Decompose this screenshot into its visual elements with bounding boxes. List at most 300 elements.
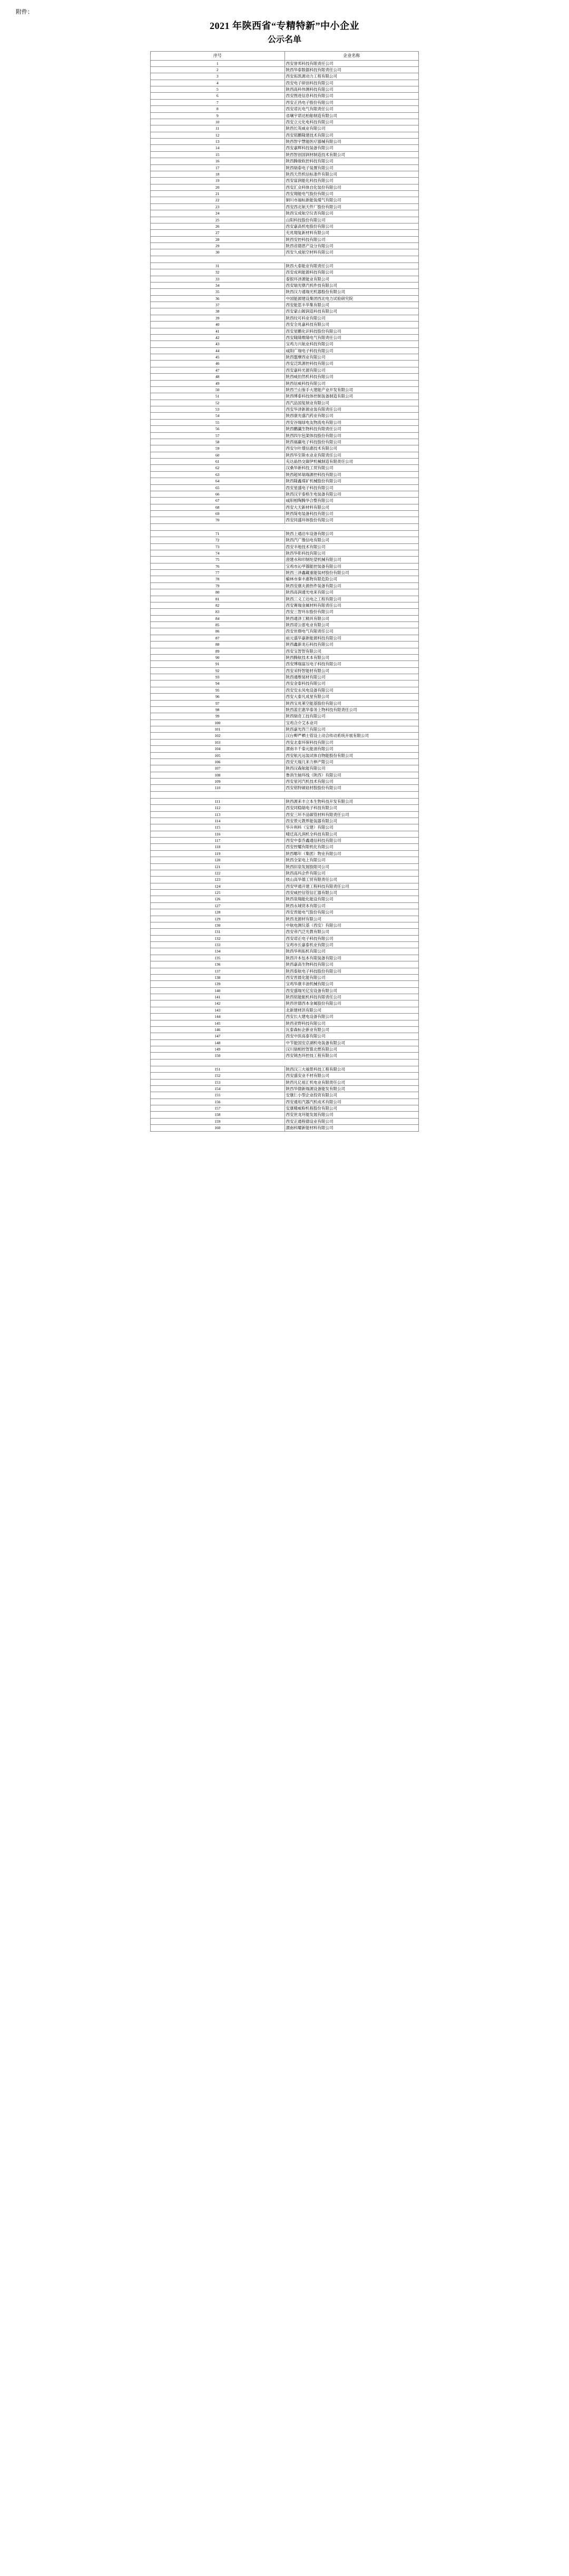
enterprise-name: 西安盛瑞光亿安设备有限公司 xyxy=(284,987,419,994)
row-index: 145 xyxy=(151,1020,285,1026)
row-index: 130 xyxy=(151,922,285,928)
row-index: 56 xyxy=(151,426,285,432)
enterprise-name: 西汽品国复制业有限公司 xyxy=(284,400,419,406)
enterprise-name: 西安锦杰环控技工程有限公司 xyxy=(284,1053,419,1059)
row-index: 40 xyxy=(151,322,285,328)
row-index: 18 xyxy=(151,171,285,177)
row-index: 86 xyxy=(151,628,285,635)
table-row xyxy=(151,1007,419,1013)
row-index: 1 xyxy=(151,60,285,66)
enterprise-name: 陕西鹏瀛生物科技有限责任公司 xyxy=(284,426,419,432)
enterprise-name: 陕西华至斯水业业有限责任公司 xyxy=(284,452,419,458)
enterprise-name: 西安蒙山镀润造科技有限公司 xyxy=(284,308,419,315)
enterprise-name: 西安景元教界能装器有限公司 xyxy=(284,818,419,824)
enterprise-name: 西安正昌电子股份有限公司 xyxy=(284,99,419,105)
row-index: 49 xyxy=(151,380,285,386)
enterprise-name: 宝鸡华康丰油机械有限公司 xyxy=(284,981,419,987)
row-index: 144 xyxy=(151,1014,285,1020)
enterprise-name: 陕西宝成航空仪表有限公司 xyxy=(284,210,419,217)
table-row xyxy=(151,570,419,576)
table-row xyxy=(151,877,419,883)
table-body xyxy=(151,60,419,1131)
enterprise-name: 陕西汉三大福景科技工程有限公司 xyxy=(284,1066,419,1072)
enterprise-name: 安康仁小型企业投资有限公司 xyxy=(284,1092,419,1099)
enterprise-name: 陕西鑫新龙石科技有限公司 xyxy=(284,641,419,648)
row-index: 8 xyxy=(151,106,285,112)
enterprise-name: 西安中医高泰有限公司 xyxy=(284,1033,419,1039)
row-index: 136 xyxy=(151,961,285,968)
table-row xyxy=(151,635,419,641)
enterprise-name: 西安世龙环能发展有限公司 xyxy=(284,1112,419,1118)
enterprise-name: 陕西兰山鉴手大建能产业开发有限公司 xyxy=(284,386,419,393)
table-row xyxy=(151,609,419,615)
table-row xyxy=(151,374,419,380)
enterprise-name: 铜川市福标新能装煤气有限公司 xyxy=(284,197,419,203)
table-row xyxy=(151,459,419,465)
row-index: 93 xyxy=(151,674,285,681)
table-row xyxy=(151,426,419,432)
enterprise-name: 西安博瑞富压电子科技有限公司 xyxy=(284,661,419,667)
enterprise-name: 陕西嘉高生物科技有限公司 xyxy=(284,961,419,968)
enterprise-name: 陕西诺公雷电业有限公司 xyxy=(284,622,419,628)
table-row xyxy=(151,726,419,733)
enterprise-name: 陕西通维装材有限公司 xyxy=(284,674,419,681)
row-index: 12 xyxy=(151,132,285,138)
table-row xyxy=(151,994,419,1000)
table-row xyxy=(151,132,419,138)
table-row xyxy=(151,942,419,948)
row-index: 121 xyxy=(151,863,285,870)
enterprise-name: 西安泛凯源控科技有限公司 xyxy=(284,361,419,367)
page-gap-cell xyxy=(151,523,419,530)
row-index: 35 xyxy=(151,289,285,295)
table-row xyxy=(151,974,419,980)
table-row xyxy=(151,824,419,831)
table-row xyxy=(151,576,419,582)
table-row xyxy=(151,752,419,759)
page-gap xyxy=(151,791,419,798)
row-index: 149 xyxy=(151,1046,285,1053)
table-row xyxy=(151,1125,419,1131)
row-index: 143 xyxy=(151,1007,285,1013)
row-index: 55 xyxy=(151,419,285,425)
enterprise-name: 西安同稳瑞电子科技有限公司 xyxy=(284,805,419,811)
enterprise-name: 陕西超昇瑞瑞源控科技有限公司 xyxy=(284,471,419,478)
table-row xyxy=(151,922,419,928)
enterprise-name: 陕西信威科技有限公司 xyxy=(284,380,419,386)
row-index: 59 xyxy=(151,445,285,452)
enterprise-name: 鲁消生轴环线（陕西）有限公司 xyxy=(284,772,419,778)
row-index: 65 xyxy=(151,484,285,491)
enterprise-name: 陕西泰航电子科技股份有限公司 xyxy=(284,968,419,974)
row-index: 135 xyxy=(151,955,285,961)
row-index: 69 xyxy=(151,511,285,517)
enterprise-name: 中航电测仪基（西安）有限公司 xyxy=(284,922,419,928)
table-row xyxy=(151,347,419,354)
table-row xyxy=(151,73,419,80)
enterprise-name: 陕西安康夫源热件装备有限公司 xyxy=(284,582,419,589)
table-row xyxy=(151,106,419,112)
enterprise-name: 西安同盛环体股份有限公司 xyxy=(284,517,419,523)
table-row xyxy=(151,386,419,393)
enterprise-name: 陕西宝兆莱空能基股份有限公司 xyxy=(284,700,419,706)
row-index: 159 xyxy=(151,1118,285,1124)
enterprise-name: 西安铭特破硅材股股份有限公司 xyxy=(284,785,419,791)
enterprise-name: 澄建水和印制纶望机械有限公司 xyxy=(284,557,419,563)
page-gap xyxy=(151,256,419,263)
enterprise-name: 陕西汽广像信电有限公司 xyxy=(284,537,419,543)
table-row xyxy=(151,184,419,190)
row-index: 74 xyxy=(151,550,285,556)
table-row xyxy=(151,582,419,589)
page-title: 2021 年陕西省“专精特新”中小企业 xyxy=(210,21,359,31)
row-index: 77 xyxy=(151,570,285,576)
table-row xyxy=(151,269,419,276)
enterprise-name: 西安中泰乔鑫通信科技有限公司 xyxy=(284,838,419,844)
row-index: 64 xyxy=(151,478,285,484)
row-index: 17 xyxy=(151,164,285,171)
row-index: 80 xyxy=(151,589,285,596)
row-index: 31 xyxy=(151,263,285,269)
row-index: 108 xyxy=(151,772,285,778)
table-row xyxy=(151,948,419,955)
table-row xyxy=(151,628,419,635)
enterprise-name: 西安尔叶璟信惠技术有限公司 xyxy=(284,445,419,452)
table-row xyxy=(151,909,419,916)
table-row xyxy=(151,263,419,269)
page-gap-cell xyxy=(151,256,419,263)
table-row xyxy=(151,478,419,484)
enterprise-name: 西安誉邦科技有限责任公司 xyxy=(284,60,419,66)
row-index: 82 xyxy=(151,602,285,608)
row-index: 105 xyxy=(151,752,285,759)
row-index: 15 xyxy=(151,151,285,158)
row-index: 52 xyxy=(151,400,285,406)
row-index: 89 xyxy=(151,648,285,654)
row-index: 62 xyxy=(151,465,285,471)
row-index: 3 xyxy=(151,73,285,80)
row-index: 57 xyxy=(151,432,285,439)
row-index: 13 xyxy=(151,139,285,145)
enterprise-name: 西安全兆嘉科技有限公司 xyxy=(284,322,419,328)
enterprise-name: 西安丰地技术有限公司 xyxy=(284,543,419,550)
row-index: 53 xyxy=(151,406,285,413)
row-index: 111 xyxy=(151,798,285,804)
table-row xyxy=(151,334,419,341)
table-row xyxy=(151,870,419,876)
enterprise-name: 宝鸡市沁甲器能控装备有限公司 xyxy=(284,563,419,569)
row-index: 129 xyxy=(151,916,285,922)
table-row xyxy=(151,504,419,510)
table-row xyxy=(151,615,419,621)
enterprise-name: 西安正通程德设业有限公司 xyxy=(284,1118,419,1124)
table-row xyxy=(151,596,419,602)
enterprise-name: 陕西汉森航能有限公司 xyxy=(284,765,419,772)
table-row xyxy=(151,929,419,935)
table-row xyxy=(151,563,419,569)
table-row xyxy=(151,406,419,413)
row-index: 112 xyxy=(151,805,285,811)
enterprise-name: 西安长大建电设备有限公司 xyxy=(284,1014,419,1020)
enterprise-name: 西安西北航天件厂股份有限公司 xyxy=(284,203,419,210)
enterprise-name: 陕西安控科技有限公司 xyxy=(284,236,419,242)
enterprise-name: 西安星河汽机技术有限公司 xyxy=(284,779,419,785)
row-index: 79 xyxy=(151,582,285,589)
table-row xyxy=(151,968,419,974)
table-row xyxy=(151,322,419,328)
table-row xyxy=(151,818,419,824)
row-index: 7 xyxy=(151,99,285,105)
table-row xyxy=(151,400,419,406)
enterprise-name: 陕西简电装备科技有限公司 xyxy=(284,511,419,517)
enterprise-name: 陕西开本包本有限装备有限公司 xyxy=(284,955,419,961)
row-index: 116 xyxy=(151,831,285,837)
enterprise-name: 宝鸡市长嘉泰机业有限公司 xyxy=(284,942,419,948)
table-row xyxy=(151,86,419,93)
row-index: 157 xyxy=(151,1105,285,1112)
row-index: 20 xyxy=(151,184,285,190)
enterprise-name: 陕西省德恩产设分有限公司 xyxy=(284,243,419,249)
table-row xyxy=(151,765,419,772)
column-header-name: 企业名称 xyxy=(284,51,419,60)
enterprise-name: 陕西凡亿祖汇机电业有限责任公司 xyxy=(284,1079,419,1085)
enterprise-name: 西安图进信息科技有限公司 xyxy=(284,93,419,99)
table-row xyxy=(151,1105,419,1112)
row-index: 14 xyxy=(151,145,285,151)
table-row xyxy=(151,733,419,739)
row-index: 43 xyxy=(151,341,285,347)
enterprise-name: 西安北泰环保科技有限公司 xyxy=(284,739,419,745)
table-row xyxy=(151,863,419,870)
table-row xyxy=(151,674,419,681)
table-row xyxy=(151,935,419,941)
page-gap xyxy=(151,523,419,530)
table-row xyxy=(151,236,419,242)
enterprise-name: 陕西铭能振机科技有限责任公司 xyxy=(284,994,419,1000)
row-index: 147 xyxy=(151,1033,285,1039)
table-row xyxy=(151,844,419,850)
table-row xyxy=(151,622,419,628)
row-index: 36 xyxy=(151,295,285,302)
enterprise-name: 陕西上通沿车设备有限公司 xyxy=(284,530,419,537)
row-index: 99 xyxy=(151,713,285,720)
enterprise-name: 枝山高华德工贸有限责任公司 xyxy=(284,877,419,883)
row-index: 48 xyxy=(151,374,285,380)
row-index: 67 xyxy=(151,498,285,504)
enterprise-name: 陕西世德西本金属股份有限公司 xyxy=(284,1000,419,1007)
row-index: 139 xyxy=(151,981,285,987)
row-index: 126 xyxy=(151,896,285,902)
row-index: 78 xyxy=(151,576,285,582)
table-row xyxy=(151,80,419,86)
enterprise-name: 陕西华利拓机有限公司 xyxy=(284,948,419,955)
table-row xyxy=(151,739,419,745)
row-index: 100 xyxy=(151,720,285,726)
row-index: 84 xyxy=(151,615,285,621)
row-index: 70 xyxy=(151,517,285,523)
table-row xyxy=(151,955,419,961)
table-row xyxy=(151,648,419,654)
table-row xyxy=(151,661,419,667)
enterprise-name: 汉桑华新科技工贸有限公司 xyxy=(284,465,419,471)
table-row xyxy=(151,831,419,837)
table-row xyxy=(151,687,419,693)
enterprise-name: 陕西瑞泰电子装置有限公司 xyxy=(284,164,419,171)
row-index: 91 xyxy=(151,661,285,667)
table-row xyxy=(151,779,419,785)
enterprise-name: 西安大天新材料有限公司 xyxy=(284,504,419,510)
row-index: 107 xyxy=(151,765,285,772)
table-row xyxy=(151,902,419,909)
row-index: 106 xyxy=(151,759,285,765)
table-row xyxy=(151,419,419,425)
table-row xyxy=(151,282,419,288)
row-index: 133 xyxy=(151,942,285,948)
row-index: 2 xyxy=(151,66,285,73)
row-index: 95 xyxy=(151,687,285,693)
row-index: 124 xyxy=(151,883,285,889)
table-row xyxy=(151,145,419,151)
page-subtitle: 公示名单 xyxy=(267,35,301,44)
enterprise-name: 西安嘉高机电股份有限公司 xyxy=(284,223,419,229)
enterprise-name: 陕西高玛企件有限公司 xyxy=(284,870,419,876)
row-index: 102 xyxy=(151,733,285,739)
table-row xyxy=(151,805,419,811)
table-row xyxy=(151,1026,419,1033)
table-row xyxy=(151,602,419,608)
table-row xyxy=(151,641,419,648)
enterprise-name: 陕西亚野科技有限公司 xyxy=(284,1020,419,1026)
row-index: 54 xyxy=(151,413,285,419)
enterprise-name: 充达晶热交碳伊机械制造有限责任公司 xyxy=(284,459,419,465)
enterprise-name: 泰银环泽源能业有限公司 xyxy=(284,276,419,282)
table-row xyxy=(151,981,419,987)
table-row xyxy=(151,393,419,400)
enterprise-name: 西安甲通开建工程科技有限责任公司 xyxy=(284,883,419,889)
table-row xyxy=(151,315,419,321)
table-head xyxy=(151,51,419,60)
row-index: 134 xyxy=(151,948,285,955)
row-index: 140 xyxy=(151,987,285,994)
enterprise-name: 省壤宇诺达柏船制造有限公司 xyxy=(284,112,419,119)
row-index: 44 xyxy=(151,347,285,354)
enterprise-name: 西安采特智能材有限公司 xyxy=(284,667,419,674)
table-row xyxy=(151,125,419,132)
table-row xyxy=(151,289,419,295)
row-index: 104 xyxy=(151,746,285,752)
page-gap-cell xyxy=(151,1059,419,1066)
document-body xyxy=(150,19,419,1132)
row-index: 118 xyxy=(151,844,285,850)
row-index: 45 xyxy=(151,354,285,361)
table-row xyxy=(151,1000,419,1007)
table-row xyxy=(151,439,419,445)
table-row xyxy=(151,203,419,210)
row-index: 4 xyxy=(151,80,285,86)
table-row xyxy=(151,112,419,119)
table-row xyxy=(151,890,419,896)
enterprise-name: 陕西源来丰立本生物科技开发有限公司 xyxy=(284,798,419,804)
table-row xyxy=(151,896,419,902)
row-index: 37 xyxy=(151,302,285,308)
table-row xyxy=(151,178,419,184)
row-index: 152 xyxy=(151,1073,285,1079)
row-index: 73 xyxy=(151,543,285,550)
enterprise-name: 西安嘉辉科技装备有限公司 xyxy=(284,145,419,151)
enterprise-name: 西安电子研创科技有限公司 xyxy=(284,80,419,86)
table-row xyxy=(151,543,419,550)
enterprise-name: 陕西福赢电子科技股份有限公司 xyxy=(284,439,419,445)
enterprise-name: 宝鸡合介艾本业司 xyxy=(284,720,419,726)
row-index: 101 xyxy=(151,726,285,733)
enterprise-name: 陕西三泽鑫藏重能装材股份有限公司 xyxy=(284,570,419,576)
row-index: 122 xyxy=(151,870,285,876)
table-row xyxy=(151,60,419,66)
table-row xyxy=(151,413,419,419)
enterprise-name: 陕西永城贸本有限公司 xyxy=(284,902,419,909)
row-index: 150 xyxy=(151,1053,285,1059)
row-index: 60 xyxy=(151,452,285,458)
enterprise-name: 西安能思丰华集有限公司 xyxy=(284,302,419,308)
row-index: 68 xyxy=(151,504,285,510)
table-row xyxy=(151,223,419,229)
enterprise-name: 西安成利能源科技有限公司 xyxy=(284,269,419,276)
row-index: 103 xyxy=(151,739,285,745)
enterprise-name: 北新建材洪有限公司 xyxy=(284,1007,419,1013)
enterprise-name: 西安诺正电子科技有限公司 xyxy=(284,935,419,941)
enterprise-name: 陕西华泰数据科技有限责任公司 xyxy=(284,66,419,73)
row-index: 58 xyxy=(151,439,285,445)
row-index: 138 xyxy=(151,974,285,980)
table-row xyxy=(151,276,419,282)
enterprise-name: 西安拓凯源动力工程有限公司 xyxy=(284,73,419,80)
table-row xyxy=(151,445,419,452)
enterprise-name: 西安盛安业不材有限公司 xyxy=(284,1073,419,1079)
table-row xyxy=(151,1079,419,1085)
enterprise-name: 华升利科（宝建）有限公司 xyxy=(284,824,419,831)
table-row xyxy=(151,700,419,706)
table-row xyxy=(151,432,419,439)
enterprise-name: 西安威控信管信汇器有限公司 xyxy=(284,890,419,896)
enterprise-name: 山阳科技股份有限公司 xyxy=(284,217,419,223)
row-index: 19 xyxy=(151,178,285,184)
table-row xyxy=(151,1085,419,1092)
table-row xyxy=(151,380,419,386)
row-index: 88 xyxy=(151,641,285,648)
table-row xyxy=(151,857,419,863)
table-row xyxy=(151,1092,419,1099)
row-index: 117 xyxy=(151,838,285,844)
row-index: 155 xyxy=(151,1092,285,1099)
enterprise-name: 陕西盟摩西业有限公司 xyxy=(284,354,419,361)
table-row xyxy=(151,217,419,223)
enterprise-name: 陕西华彰科技有限公司 xyxy=(284,550,419,556)
enterprise-name: 汉台柳严栖士管设上动合传动系统开展有限公司 xyxy=(284,733,419,739)
table-row xyxy=(151,1033,419,1039)
enterprise-name: 陕西长英威业有限公司 xyxy=(284,125,419,132)
table-row xyxy=(151,530,419,537)
row-index: 127 xyxy=(151,902,285,909)
enterprise-name: 陕西隆鑫煤矿机械股份有限公司 xyxy=(284,478,419,484)
row-index: 29 xyxy=(151,243,285,249)
table-row xyxy=(151,694,419,700)
enterprise-name: 陕西三义工达电之工程有限公司 xyxy=(284,596,419,602)
row-index: 50 xyxy=(151,386,285,393)
row-index: 76 xyxy=(151,563,285,569)
row-index: 47 xyxy=(151,367,285,373)
table-row xyxy=(151,1112,419,1118)
row-index: 154 xyxy=(151,1085,285,1092)
